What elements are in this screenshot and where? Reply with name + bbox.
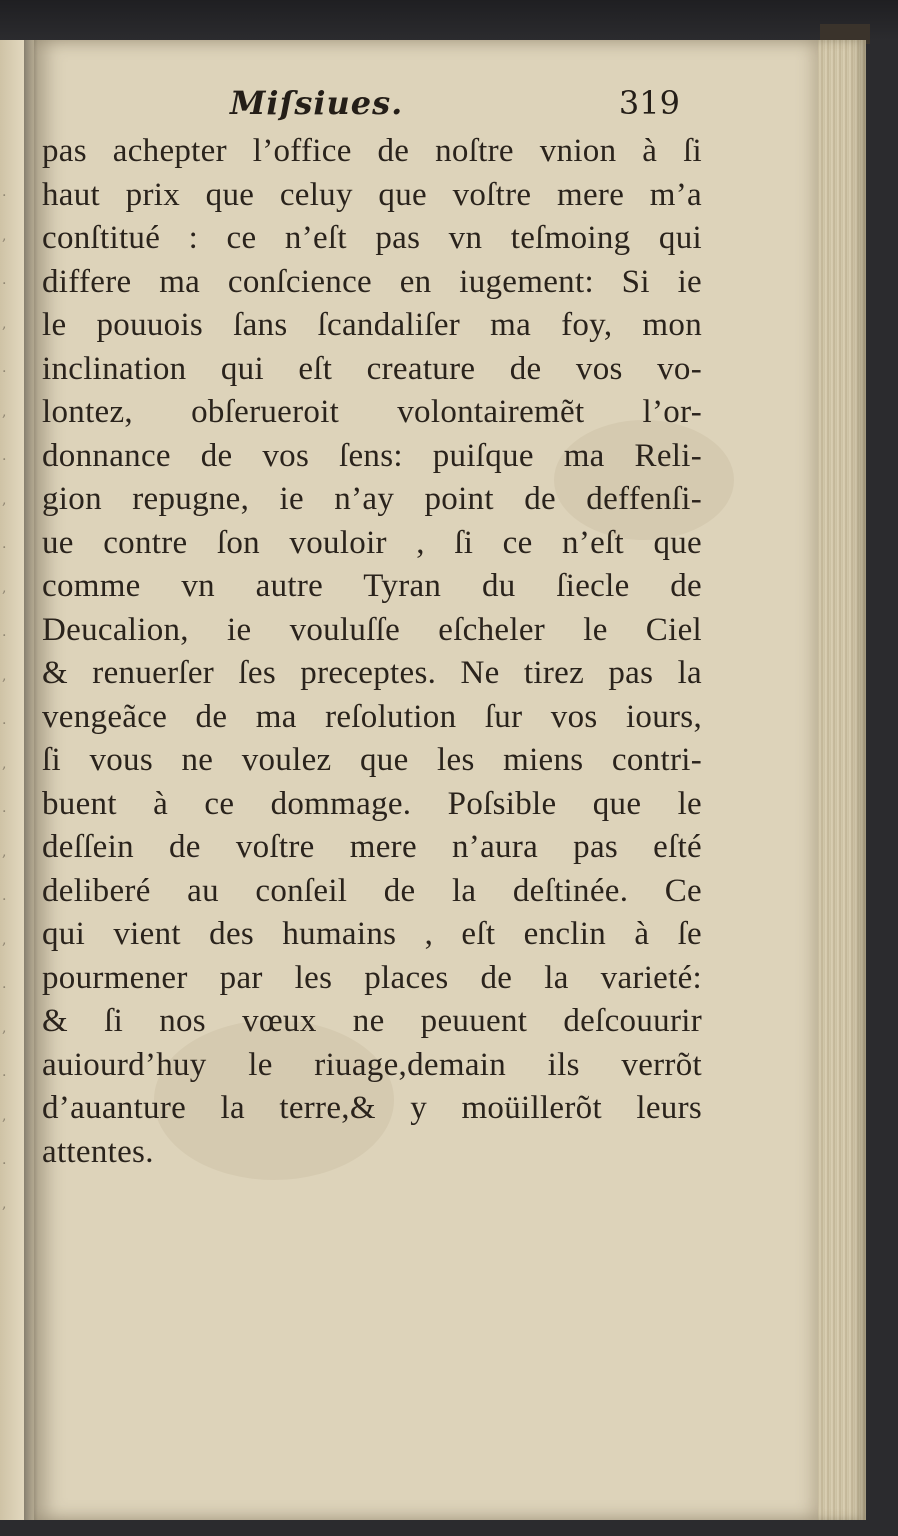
text-line: conſtitué : ce n’eſt pas vn teſmoing qui [42, 220, 702, 256]
text-line: auiourd’huy le riuage,demain ils verrõt [42, 1046, 702, 1083]
scan-background-bottom [34, 1520, 870, 1536]
text-line: gion repugne, ie n’ay point de deffenſi- [42, 481, 702, 517]
scan-background-top [0, 0, 898, 40]
text-line: & renuerſer ſes preceptes. Ne tirez pas la [42, 655, 702, 691]
book-gutter [24, 40, 38, 1520]
text-line: comme vn autre Tyran du ſiecle de [42, 568, 702, 604]
text-line: le pouuois ſans ſcandaliſer ma foy, mon [42, 307, 702, 343]
text-line: attentes. [42, 1133, 154, 1170]
text-line: deliberé au conſeil de la deſtinée. Ce [42, 872, 702, 909]
page-fore-edge [818, 40, 866, 1520]
text-line: deſſein de voſtre mere n’aura pas eſté [42, 829, 702, 865]
text-line: ue contre ſon vouloir , ſi ce n’eſt que [42, 524, 702, 561]
text-line: pourmener par les places de la varieté: [42, 959, 702, 996]
text-line: ſi vous ne voulez que les miens contri- [42, 742, 702, 778]
text-line: pas achepter l’office de noſtre vnion à ſi [42, 133, 702, 169]
body-text [42, 130, 702, 1174]
text-line: buent à ce dommage. Poſsible que le [42, 785, 702, 822]
text-line: & ſi nos vœux ne peuuent deſcouurir [42, 1003, 702, 1039]
facing-page-show-through: . , . , . , . , . , . , . , . , . , . , . , . , [2, 184, 7, 1212]
text-line: lontez, obſerueroit volontairemẽt l’or- [42, 394, 702, 430]
text-line: Deucalion, ie vouluſſe eſcheler le Ciel [42, 611, 702, 648]
text-line: d’auanture la terre,& y moüillerõt leurs [42, 1090, 702, 1126]
text-line: donnance de vos ſens: puiſque ma Reli- [42, 437, 702, 474]
text-line: differe ma conſcience en iugement: Si ie [42, 263, 702, 300]
text-line: qui vient des humains , eſt enclin à ſe [42, 916, 702, 952]
running-head: Miſsiues. [230, 84, 404, 122]
page-header [210, 84, 680, 130]
text-line: vengeãce de ma reſolution ſur vos iours, [42, 698, 702, 735]
page-number: 319 [618, 84, 680, 122]
text-line: inclination qui eſt creature de vos vo- [42, 350, 702, 387]
text-line: haut prix que celuy que voſtre mere m’a [42, 176, 702, 213]
